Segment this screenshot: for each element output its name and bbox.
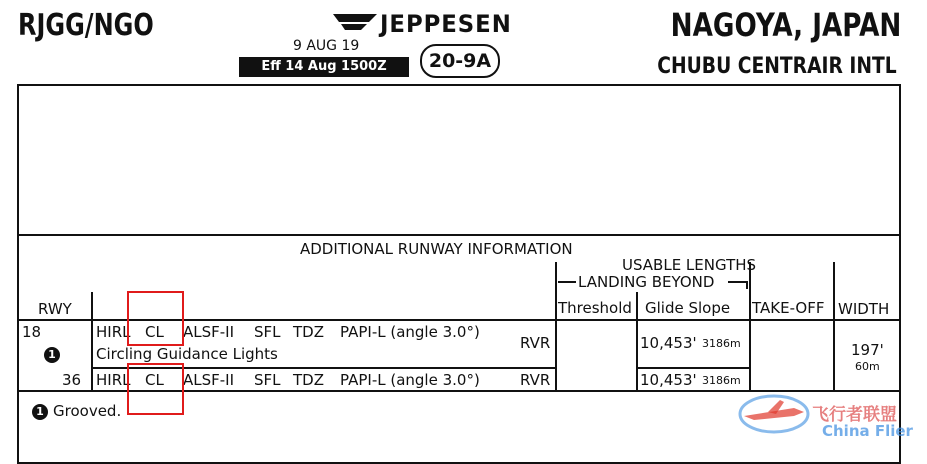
rwy-18-glide-ft: 10,453' bbox=[640, 334, 697, 352]
airplane-watermark-icon bbox=[734, 386, 812, 442]
rwy-18-rvr: RVR bbox=[520, 334, 551, 352]
section-divider bbox=[17, 234, 901, 236]
rwy-18-tdz: TDZ bbox=[293, 323, 324, 341]
column-rule bbox=[749, 262, 751, 390]
rwy-36-alsf: ALSF-II bbox=[183, 371, 235, 389]
landing-beyond-rule-left bbox=[558, 281, 576, 283]
note-grooved: Grooved. bbox=[53, 402, 122, 420]
highlight-box-cl-18 bbox=[127, 291, 184, 346]
landing-beyond-rule-right bbox=[728, 281, 746, 283]
rwy-36-glide-ft: 10,453' bbox=[640, 371, 697, 389]
rwy-36-hirl: HIRL bbox=[96, 371, 131, 389]
rwy-18-papi: PAPI-L (angle 3.0°) bbox=[340, 323, 480, 341]
rwy-36-cl: CL bbox=[145, 371, 164, 389]
rwy-18-number: 18 bbox=[22, 323, 42, 341]
watermark-text-chinese: 飞行者联盟 bbox=[812, 405, 897, 425]
city-name: NAGOYA, JAPAN bbox=[670, 6, 901, 44]
table-title: ADDITIONAL RUNWAY INFORMATION bbox=[300, 240, 573, 258]
column-rule bbox=[833, 262, 835, 390]
rwy-18-sfl: SFL bbox=[254, 323, 281, 341]
watermark-text-english: China Flier bbox=[822, 422, 913, 440]
rwy-36-tdz: TDZ bbox=[293, 371, 324, 389]
col-header-rwy: RWY bbox=[38, 300, 72, 318]
rwy-18-hirl: HIRL bbox=[96, 323, 131, 341]
airport-name: CHUBU CENTRAIR INTL bbox=[657, 54, 897, 79]
rwy-18-glide-m: 3186m bbox=[702, 337, 741, 350]
landing-beyond-tick bbox=[746, 281, 748, 289]
column-rule bbox=[555, 262, 557, 390]
col-header-glide-slope: Glide Slope bbox=[645, 299, 731, 317]
rwy-36-glide-m: 3186m bbox=[702, 374, 741, 387]
rwy-18-circling-lights: Circling Guidance Lights bbox=[96, 345, 278, 363]
col-header-takeoff: TAKE-OFF bbox=[752, 299, 825, 317]
column-rule bbox=[636, 292, 638, 390]
runway-width-ft: 197' bbox=[851, 341, 884, 359]
landing-beyond-label: LANDING BEYOND bbox=[578, 273, 715, 291]
col-header-threshold: Threshold bbox=[558, 299, 632, 317]
effective-date-badge: Eff 14 Aug 1500Z bbox=[239, 57, 409, 77]
runway-width-m: 60m bbox=[855, 360, 880, 373]
revision-date: 9 AUG 19 bbox=[293, 38, 360, 54]
col-header-width: WIDTH bbox=[838, 300, 890, 318]
rwy-18-cl: CL bbox=[145, 323, 164, 341]
rwy-36-sfl: SFL bbox=[254, 371, 281, 389]
chart-number-badge: 20-9A bbox=[420, 44, 500, 78]
rwy-36-papi: PAPI-L (angle 3.0°) bbox=[340, 371, 480, 389]
usable-lengths-label: USABLE LENGTHS bbox=[622, 256, 757, 274]
rwy-18-alsf: ALSF-II bbox=[183, 323, 235, 341]
location-identifier: RJGG/NGO bbox=[18, 8, 154, 43]
rwy-36-number: 36 bbox=[62, 371, 82, 389]
brand-name: JEPPESEN bbox=[380, 10, 512, 38]
rwy-36-rvr: RVR bbox=[520, 371, 551, 389]
note-1-bullet-footer: 1 bbox=[32, 404, 48, 420]
column-rule bbox=[91, 292, 93, 390]
highlight-box-cl-36 bbox=[127, 363, 184, 415]
jeppesen-logo-icon bbox=[333, 12, 379, 32]
note-1-bullet: 1 bbox=[44, 347, 60, 363]
row-divider-glide bbox=[637, 367, 750, 369]
